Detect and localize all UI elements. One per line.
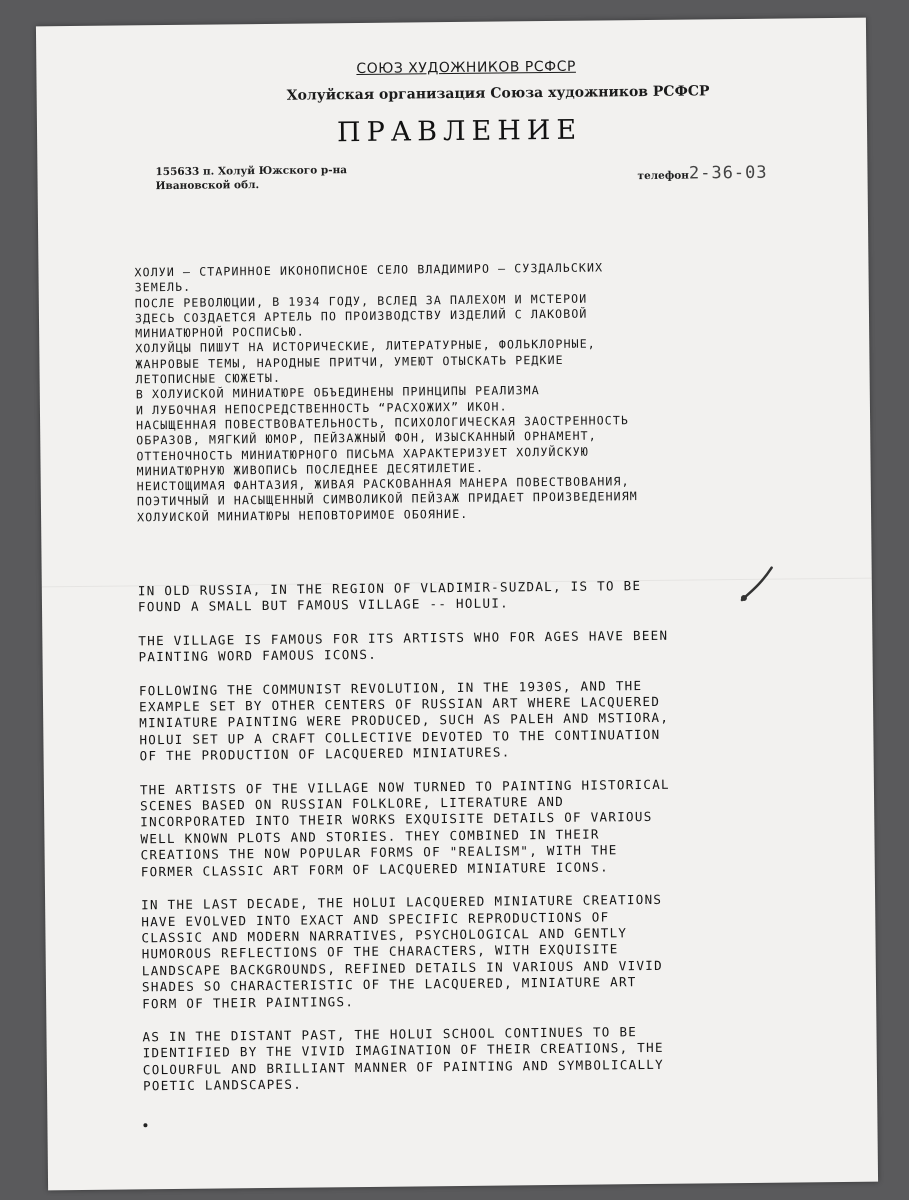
english-paragraph: FOLLOWING THE COMMUNIST REVOLUTION, IN THE 1930S, AND THE EXAMPLE SET BY OTHER CENTERS OF RUSSIAN ART WHERE LACQUERED MINIATURE PAINTING WERE PRODUCED, SUCH AS PALEH AND MSTIORA, HOLUI SET UP A CRAFT COLLECTIVE DEVOTED TO THE CONTINUATION OF THE PRODUCTION OF LACQUERED MINIATURES. bbox=[138, 677, 670, 764]
address-line-2: Ивановской обл. bbox=[155, 179, 260, 193]
organization-heading: Холуйская организация Союза художников РСФСР bbox=[286, 83, 710, 104]
russian-line: ЖАНРОВЫЕ ТЕМЫ, НАРОДНЫЕ ПРИТЧИ, УМЕЮТ ОТЫСКАТЬ РЕДКИЕ bbox=[135, 352, 564, 372]
english-paragraph: IN THE LAST DECADE, THE HOLUI LACQUERED MINIATURE CREATIONS HAVE EVOLVED INTO EXACT AND SPECIFIC REPRODUCTIONS OF CLASSIC AND MODERN NARRATIVES, PSYCHOLOGICAL AND GENTLY HUMOROUS REFLECTIONS OF THE CHARACTERS, WITH EXQUISITE LANDSCAPE BACKGROUNDS, REFINED DETAILS IN VARIOUS AND VIVID SHADES SO CHARACTERISTIC OF THE LACQUERED, MINIATURE ART FORM OF THEIR PAINTINGS. bbox=[141, 891, 663, 1011]
english-paragraph: THE ARTISTS OF THE VILLAGE NOW TURNED TO PAINTING HISTORICAL SCENES BASED ON RUSSIAN FOLKLORE, LITERATURE AND INCORPORATED INTO THEIR WORKS EXQUISITE DETAILS OF VARIOUS WELL KNOWN PLOTS AND STORIES. THEY COMBINED IN THEIR CREATIONS THE NOW POPULAR FORMS OF "REALISM", WITH THE FORMER CLASSIC ART FORM OF LACQUERED MINIATURE ICONS. bbox=[139, 776, 670, 880]
russian-text-block bbox=[134, 258, 817, 525]
russian-line: В ХОЛУИСКОЙ МИНИАТЮРЕ ОБЪЕДИНЕНЫ ПРИНЦИПЫ РЕАЛИЗМА bbox=[135, 383, 540, 402]
russian-line: ЛЕТОПИСНЫЕ СЮЖЕТЫ. bbox=[135, 370, 282, 387]
russian-line: НЕИСТОЩИМАЯ ФАНТАЗИЯ, ЖИВАЯ РАСКОВАННАЯ МАНЕРА ПОВЕСТВОВАНИЯ, bbox=[136, 474, 630, 494]
russian-line: НАСЫЩЕННАЯ ПОВЕСТВОВАТЕЛЬНОСТЬ, ПСИХОЛОГИЧЕСКАЯ ЗАОСТРЕННОСТЬ bbox=[136, 413, 630, 433]
russian-line: ХОЛУИ – СТАРИННОЕ ИКОНОПИСНОЕ СЕЛО ВЛАДИМИРО – СУЗДАЛЬСКИХ bbox=[134, 260, 604, 280]
russian-line: ОТТЕНОЧНОСТЬ МИНИАТЮРНОГО ПИСЬМА ХАРАКТЕРИЗУЕТ ХОЛУЙСКУЮ bbox=[136, 444, 589, 463]
english-text-block bbox=[138, 576, 823, 1112]
phone-block bbox=[637, 163, 767, 184]
union-heading: СОЮЗ ХУДОЖНИКОВ РСФСР bbox=[356, 58, 576, 78]
document-sheet bbox=[36, 18, 878, 1191]
russian-line: ЗЕМЕЛЬ. bbox=[134, 280, 192, 295]
address-block bbox=[155, 163, 347, 193]
address-line-1: 155633 п. Холуй Южского р-на bbox=[155, 164, 348, 179]
russian-line: ПОЭТИЧНЫЙ И НАСЫЩЕННЫЙ СИМВОЛИКОЙ ПЕЙЗАЖ ПРИДАЕТ ПРОИЗВЕДЕНИЯМ bbox=[136, 489, 638, 509]
russian-line: И ЛУБОЧНАЯ НЕПОСРЕДСТВЕННОСТЬ “РАСХОЖИХ” ИКОН. bbox=[135, 399, 508, 418]
russian-line: ХОЛУИСКОЙ МИНИАТЮРЫ НЕПОВТОРИМОЕ ОБОЯНИЕ. bbox=[136, 506, 469, 525]
board-title: ПРАВЛЕНИЕ bbox=[336, 114, 583, 149]
phone-label: телефон bbox=[637, 169, 690, 183]
ink-dot bbox=[143, 1123, 147, 1127]
russian-line: ЗДЕСЬ СОЗДАЕТСЯ АРТЕЛЬ ПО ПРОИЗВОДСТВУ ИЗДЕЛИЙ С ЛАКОВОЙ bbox=[134, 306, 588, 326]
russian-line: ОБРАЗОВ, МЯГКИЙ ЮМОР, ПЕЙЗАЖНЫЙ ФОН, ИЗЫСКАННЫЙ ОРНАМЕНТ, bbox=[136, 428, 597, 448]
russian-line: ПОСЛЕ РЕВОЛЮЦИИ, В 1934 ГОДУ, ВСЛЕД ЗА ПАЛЕХОМ И МСТЕРОИ bbox=[134, 291, 588, 310]
russian-line: ХОЛУЙЦЫ ПИШУТ НА ИСТОРИЧЕСКИЕ, ЛИТЕРАТУРНЫЕ, ФОЛЬКЛОРНЫЕ, bbox=[135, 337, 596, 356]
phone-number: 2-36-03 bbox=[688, 162, 768, 184]
russian-line: МИНИАТЮРНУЮ ЖИВОПИСЬ ПОСЛЕДНЕЕ ДЕСЯТИЛЕТИЕ. bbox=[136, 460, 485, 479]
english-paragraph: THE VILLAGE IS FAMOUS FOR ITS ARTISTS WHO FOR AGES HAVE BEEN PAINTING WORD FAMOUS ICONS. bbox=[138, 627, 669, 665]
english-paragraph: IN OLD RUSSIA, IN THE REGION OF VLADIMIR-SUZDAL, IS TO BE FOUND A SMALL BUT FAMOUS VILLAGE -- HOLUI. bbox=[137, 578, 642, 615]
english-paragraph: AS IN THE DISTANT PAST, THE HOLUI SCHOOL CONTINUES TO BE IDENTIFIED BY THE VIVID IMAGINATION OF THEIR CREATIONS, THE COLOURFUL AND BRILLIANT MANNER OF PAINTING AND SYMBOLICALLY POETIC LANDSCAPES. bbox=[142, 1024, 665, 1094]
russian-line: МИНИАТЮРНОЙ РОСПИСЬЮ. bbox=[135, 324, 305, 341]
